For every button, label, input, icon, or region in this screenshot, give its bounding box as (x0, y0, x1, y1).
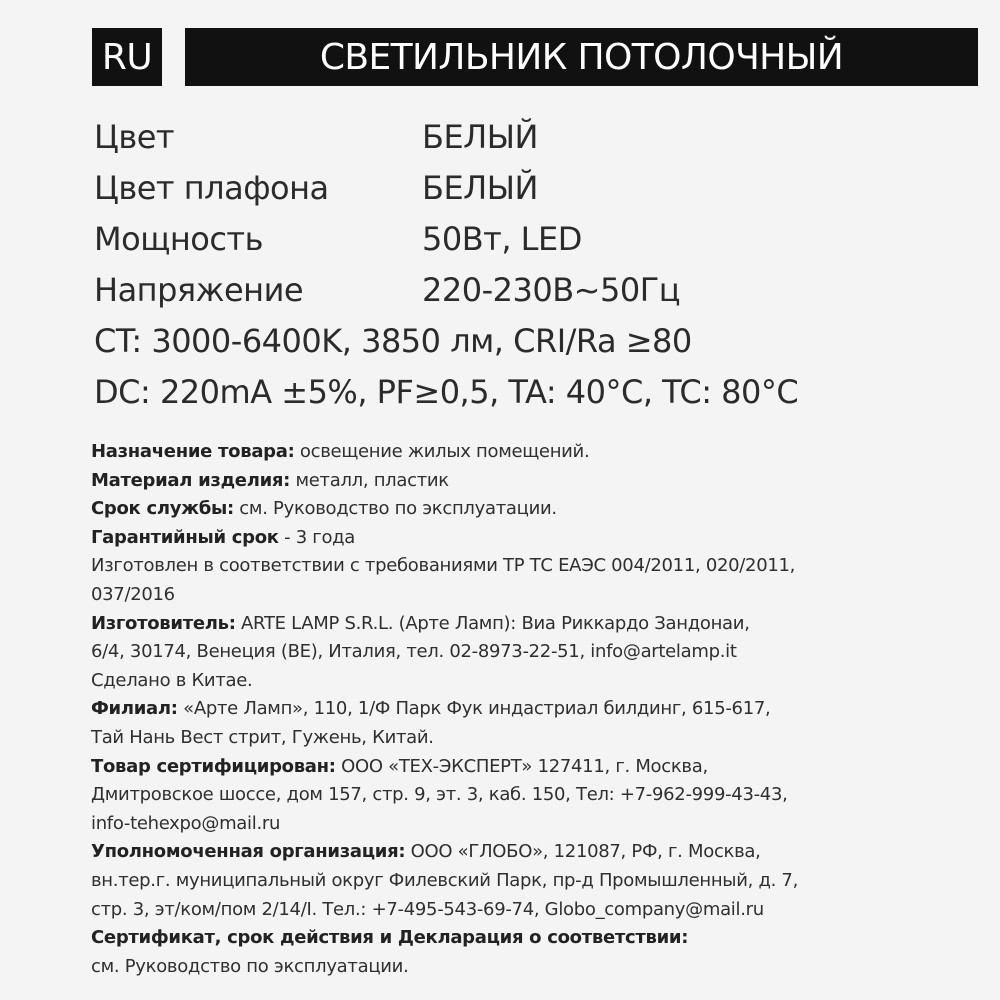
warranty-value: - 3 года (278, 526, 356, 548)
color-temperature-line: CT: 3000-6400K, 3850 лм, CRI/Ra ≥80 (94, 322, 692, 360)
branch-line (91, 695, 951, 724)
spec-row (94, 112, 974, 163)
certificate-label: Сертификат, срок действия и Декларация о соответствии: (91, 927, 689, 949)
compliance-line: Изготовлен в соответствии с требованиями ТР ТС ЕАЭС 004/2011, 020/2011, (91, 555, 796, 577)
purpose-value: освещение жилых помещений. (294, 441, 590, 462)
branch-address: Тай Нань Вест стрит, Гужень, Китай. (91, 726, 434, 748)
made-in-line: Сделано в Китае. (91, 669, 253, 691)
warranty-label: Гарантийный срок (91, 526, 279, 548)
service-life-line (91, 495, 951, 524)
authorized-value: ООО «ГЛОБО», 121087, РФ, г. Москва, (405, 841, 761, 863)
spec-key: Напряжение (94, 271, 304, 309)
manufacturer-label: Изготовитель: (91, 612, 236, 634)
spec-row (94, 163, 974, 214)
manufacturer-address: 6/4, 30174, Венеция (ВЕ), Италия, тел. 02-8973-22-51, info@artelamp.it (91, 641, 737, 663)
language-badge: RU (92, 28, 162, 86)
material-label: Материал изделия: (91, 469, 291, 491)
driver-current-line: DC: 220mA ±5%, PF≥0,5, TA: 40°C, TC: 80°C (94, 373, 799, 411)
spec-value: БЕЛЫЙ (422, 118, 538, 156)
spec-value: 50Вт, LED (422, 220, 582, 258)
material-line (91, 467, 951, 496)
spec-row (94, 265, 974, 316)
service-life-value: см. Руководство по эксплуатации. (233, 498, 557, 520)
manufacturer-line (91, 610, 951, 639)
branch-label: Филиал: (91, 698, 178, 720)
authorized-contacts: стр. 3, эт/ком/пом 2/14/I. Тел.: +7-495-543-69-74, Globo_company@mail.ru (91, 898, 764, 920)
spec-key: Цвет (94, 118, 175, 156)
spec-value: 220-230В~50Гц (422, 271, 680, 309)
certified-email: info-tehexpo@mail.ru (91, 812, 281, 834)
certificate-value: см. Руководство по эксплуатации. (91, 955, 409, 977)
specifications (94, 112, 974, 418)
warranty-line (91, 524, 951, 553)
purpose-line (91, 438, 951, 467)
purpose-label: Назначение товара: (91, 441, 295, 462)
spec-key: Мощность (94, 220, 263, 258)
spec-key: Цвет плафона (94, 169, 329, 207)
authorized-line (91, 838, 951, 867)
label-header (92, 28, 978, 86)
authorized-label: Уполномоченная организация: (91, 841, 406, 863)
manufacturer-value: ARTE LAMP S.R.L. (Арте Ламп): Виа Риккардо Зандонаи, (235, 612, 750, 634)
compliance-line: 037/2016 (91, 583, 175, 605)
service-life-label: Срок службы: (91, 498, 234, 520)
certified-value: ООО «ТЕХ-ЭКСПЕРТ» 127411, г. Москва, (335, 755, 708, 777)
certificate-line (91, 924, 951, 953)
product-info (91, 438, 951, 981)
product-title: СВЕТИЛЬНИК ПОТОЛОЧНЫЙ (185, 28, 978, 86)
spec-row (94, 214, 974, 265)
certified-line (91, 753, 951, 782)
authorized-address: вн.тер.г. муниципальный округ Филевский Парк, пр-д Промышленный, д. 7, (91, 869, 799, 891)
certified-label: Товар сертифицирован: (91, 755, 336, 777)
material-value: металл, пластик (290, 469, 449, 491)
spec-value: БЕЛЫЙ (422, 169, 538, 207)
certified-address: Дмитровское шоссе, дом 157, стр. 9, эт. 3, каб. 150, Тел: +7-962-999-43-43, (91, 784, 788, 806)
branch-value: «Арте Ламп», 110, 1/Ф Парк Фук индастриал билдинг, 615-617, (177, 698, 771, 720)
